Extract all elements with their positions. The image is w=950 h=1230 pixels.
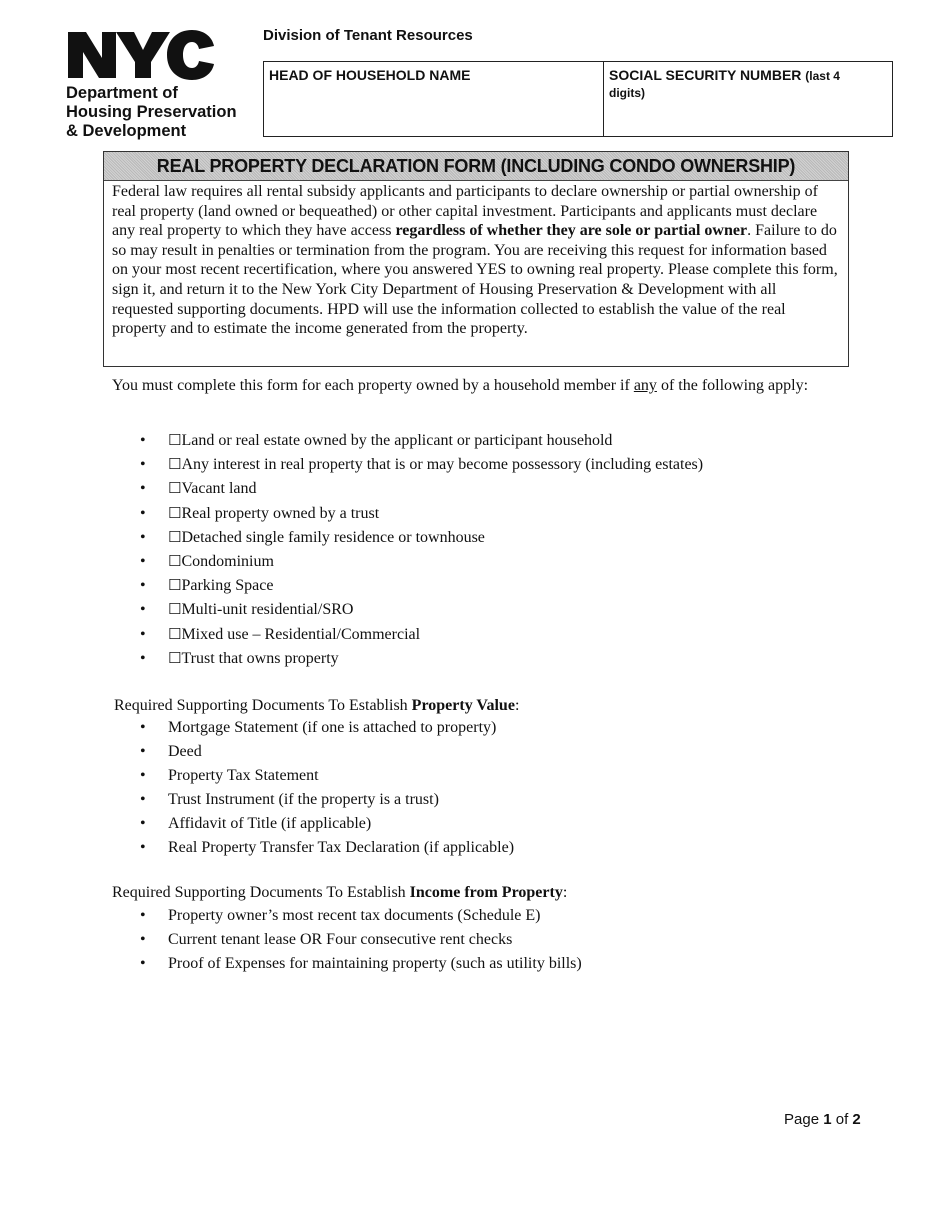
value-doc-item: • Affidavit of Title (if applicable) [140,814,514,838]
value-docs-heading-bold: Property Value [411,697,515,714]
total-pages: 2 [852,1111,861,1128]
criteria-item-label: Condominium [181,552,274,570]
criteria-item-label: Real property owned by a trust [181,504,380,522]
income-docs-heading-bold: Income from Property [409,884,563,901]
criteria-item-label: Land or real estate owned by the applicant or participant household [181,432,613,449]
declaration-text-part-2: . Failure to do so may result in penalties or termination from the program. You are receiving this request for information based on your most recent recertification, where you answered YES to owning real property. Please complete this form, sign it, and return it to the New York City Department of Housing Preservation & Development with all requested supporting documents. HPD will use the information collected to establish the value of the real property and to estimate the income generated from the property. [112,222,838,338]
criteria-checklist [140,431,703,673]
criteria-item [140,455,703,479]
head-of-household-field[interactable] [264,62,604,136]
criteria-item [140,504,703,528]
criteria-item [140,552,703,576]
checkbox-icon[interactable]: ☐ [168,431,182,449]
ssn-note-2: digits) [609,86,645,100]
checkbox-icon[interactable]: ☐ [168,455,182,474]
income-docs-heading-part-1: Required Supporting Documents To Establish [112,884,410,901]
income-docs-heading-part-2: : [562,884,568,901]
income-doc-item: • Property owner’s most recent tax documents (Schedule E) [140,906,582,930]
department-line-3: & Development [66,122,187,140]
form-title: REAL PROPERTY DECLARATION FORM (INCLUDING CONDO OWNERSHIP) [104,152,848,181]
hpd-logo [66,28,252,141]
division-title: Division of Tenant Resources [263,27,473,44]
income-docs-list [140,906,582,978]
declaration-text [104,181,848,339]
declaration-text-part-1: Federal law requires all rental subsidy applicants and participants to declare ownership or partial ownership of real property (land owned or bequeathed) or other capital investment. Participants and applicants must declare any real property to which they have access [112,183,818,240]
criteria-intro-part-1: You must complete this form for each property owned by a household member if [112,377,634,394]
value-docs-heading [114,696,519,716]
value-doc-item: • Trust Instrument (if the property is a trust) [140,790,514,814]
current-page: 1 [823,1111,832,1128]
ssn-note-1: (last 4 [805,69,840,83]
criteria-item-label: Any interest in real property that is or may become possessory (including estates) [181,456,704,474]
criteria-item [140,649,703,673]
checkbox-icon[interactable]: ☐ [168,648,182,667]
criteria-item-label: Multi-unit residential/SRO [181,601,354,619]
criteria-item-label: Detached single family residence or townhouse [181,528,485,546]
checkbox-icon[interactable]: ☐ [168,600,182,619]
head-of-household-label: HEAD OF HOUSEHOLD NAME [269,67,471,83]
value-docs-heading-part-2: : [514,697,520,714]
value-docs-heading-part-1: Required Supporting Documents To Establish [114,697,412,714]
page-number [784,1111,861,1128]
ssn-label: SOCIAL SECURITY NUMBER [609,67,802,83]
ssn-field[interactable] [604,62,892,136]
criteria-item [140,431,703,455]
checkbox-icon[interactable]: ☐ [168,527,182,546]
checkbox-icon[interactable]: ☐ [168,551,182,570]
criteria-item [140,625,703,649]
checkbox-icon[interactable]: ☐ [168,576,182,595]
criteria-item [140,576,703,600]
of-word: of [835,1111,849,1128]
criteria-item-label: Trust that owns property [181,649,339,667]
value-doc-item: • Real Property Transfer Tax Declaration (if applicable) [140,838,514,862]
criteria-item-label: Vacant land [181,480,257,498]
page-word: Page [784,1111,820,1128]
criteria-intro-part-2: of the following apply: [656,377,809,394]
nyc-logo-mark [66,28,216,82]
criteria-item [140,479,703,503]
criteria-item-label: Mixed use – Residential/Commercial [181,625,421,643]
checkbox-icon[interactable]: ☐ [168,479,182,498]
income-doc-item: • Proof of Expenses for maintaining property (such as utility bills) [140,954,582,978]
criteria-item [140,600,703,624]
criteria-item [140,528,703,552]
value-doc-item: • Deed [140,742,514,766]
value-doc-item: • Mortgage Statement (if one is attached to property) [140,718,514,742]
department-line-1: Department of [66,84,178,102]
income-docs-heading [112,883,567,903]
value-docs-list [140,718,514,862]
department-line-2: Housing Preservation [66,103,237,121]
criteria-intro-underline: any [633,377,657,394]
declaration-box [103,151,849,367]
criteria-intro [112,376,832,396]
household-info-box [263,61,893,137]
declaration-text-bold: regardless of whether they are sole or partial owner [395,222,748,240]
checkbox-icon[interactable]: ☐ [168,503,182,522]
income-doc-item: • Current tenant lease OR Four consecutive rent checks [140,930,582,954]
criteria-item-label: Parking Space [181,577,274,595]
checkbox-icon[interactable]: ☐ [168,624,182,643]
value-doc-item: • Property Tax Statement [140,766,514,790]
